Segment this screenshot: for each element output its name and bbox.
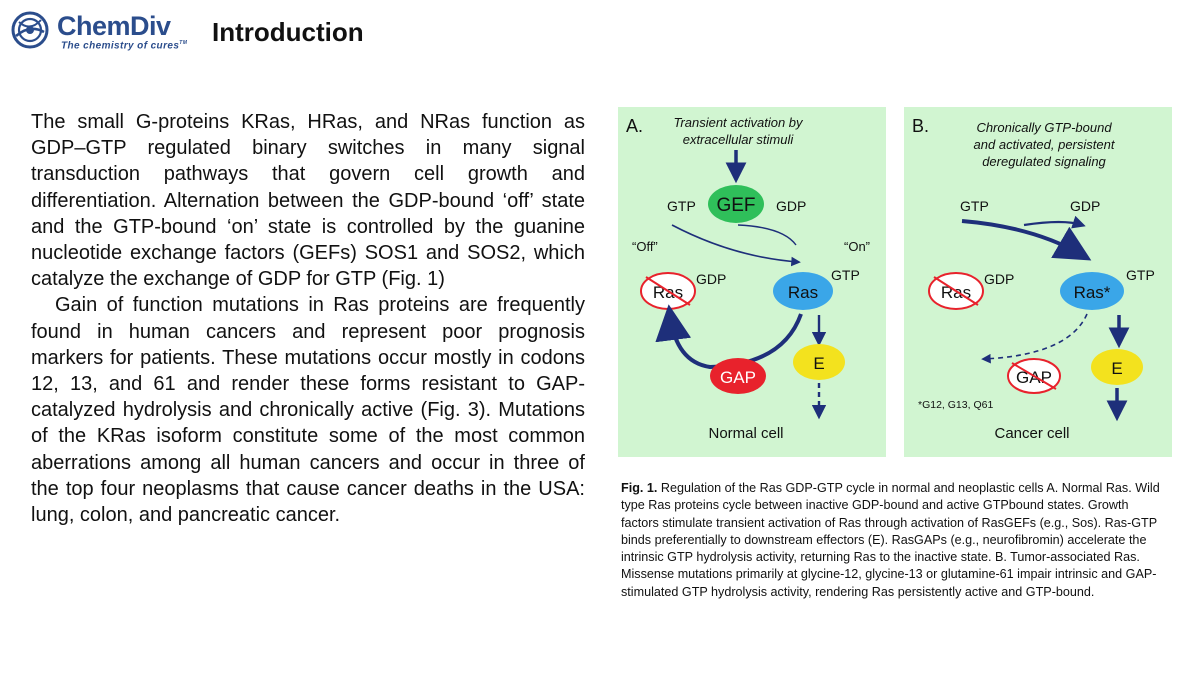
constitutive-exchange-arrow: [962, 221, 1082, 255]
panel-a-footer: Normal cell: [708, 425, 784, 442]
panel-b-gtp-top: GTP: [960, 198, 989, 214]
logo-trademark: TM: [179, 40, 188, 46]
on-label: “On”: [844, 239, 870, 254]
ras-gdp-label: GDP: [696, 271, 727, 287]
paragraph-2: Gain of function mutations in Ras proteins are frequently found in human cancers and represent poor prognosis markers for patients. These mutations occur mostly in codons 12, 13, and 61 and render these forms resistant to GAP-catalyzed hydrolysis and chronically active (Fig. 3). Mutations of the KRas isoform constitute some of the most common aberrations among all human cancers and occur in three of the top four neoplasms that cause cancer deaths in the USA: lung, colon, and pancreatic cancer.: [31, 294, 585, 527]
gef-gdp-label: GDP: [776, 198, 807, 214]
panel-b-ras-gdp-label: GDP: [984, 271, 1015, 287]
caption-text: Regulation of the Ras GDP-GTP cycle in normal and neoplastic cells A. Normal Ras. Wild type Ras proteins cycle between inactive GDP-bound and active GTPbound states. Growth factors stimulate transient activation of Ras through activation of RasGEFs (e.g., Sos). Ras-GTP binds preferentially to downstream effectors (E). RasGAPs (e.g., neurofibromin) accelerate the intrinsic GTP hydrolysis activity, returning Ras to the inactive state. B. Tumor-associated Ras. Missense mutations primarily at glycine-12, glycine-13 or glutamine-61 impair intrinsic and GAP-stimulated GTP hydrolysis activity, rendering Ras persistently active and GTP-bound.: [621, 481, 1160, 599]
impaired-hydrolysis-arrow: [984, 314, 1087, 359]
panel-b-footer: Cancer cell: [994, 425, 1070, 442]
effector-label: E: [813, 354, 825, 373]
ras-gtp-label: GTP: [831, 267, 860, 283]
panel-b-gap-label: GAP: [1016, 368, 1052, 387]
ras-inactive-label: Ras: [652, 283, 684, 302]
off-label: “Off”: [632, 239, 658, 254]
panel-a-heading-1: Transient activation by: [673, 115, 803, 130]
panel-b-letter: B.: [912, 116, 930, 136]
panel-b-ras-mutant-label: Ras*: [1073, 283, 1111, 302]
paragraph-1: The small G-proteins KRas, HRas, and NRas function as GDP–GTP regulated binary switches in many signal transduction pathways that govern cell growth and differentiation. Alternation between the GDP-bound ‘off’ state and the GTP-bound ‘on’ state is controlled by the guanine nucleotide exchange factors (GEFs) SOS1 and SOS2, which catalyze the exchange of GDP for GTP (Fig. 1): [31, 111, 585, 291]
figure-panel-a: [618, 107, 886, 457]
ras-cycle-figure: [618, 107, 1174, 457]
gef-label: GEF: [716, 195, 756, 216]
ras-active-label: Ras: [787, 283, 819, 302]
panel-b-gdp-release-arrow: [1024, 222, 1082, 225]
gap-label: GAP: [720, 368, 756, 387]
mutation-note: *G12, G13, Q61: [918, 399, 994, 411]
panel-b-effector-label: E: [1111, 359, 1123, 378]
panel-b-gdp-top: GDP: [1070, 198, 1101, 214]
panel-b-ras-gtp-label: GTP: [1126, 267, 1155, 283]
logo-wordmark: ChemDiv: [57, 11, 171, 41]
panel-a-heading-2: extracellular stimuli: [682, 132, 794, 147]
caption-label: Fig. 1.: [621, 481, 658, 495]
chemdiv-logo: [10, 8, 190, 52]
figure-caption: [621, 480, 1166, 601]
panel-b-heading-2: and activated, persistent: [973, 137, 1115, 152]
logo-tagline: The chemistry of cures™: [61, 40, 188, 52]
page-title: Introduction: [212, 17, 364, 47]
panel-b-heading-1: Chronically GTP-bound: [976, 120, 1112, 135]
panel-b-ras-inactive-label: Ras: [940, 283, 972, 302]
gdp-release-arrow: [738, 225, 796, 245]
logo-globe-icon: [10, 10, 50, 50]
panel-a-letter: A.: [626, 116, 644, 136]
body-text: [31, 109, 585, 528]
panel-b-heading-3: deregulated signaling: [982, 154, 1106, 169]
figure-panel-b: [904, 107, 1172, 457]
gef-exchange-arrow: [672, 225, 798, 262]
gef-gtp-label: GTP: [667, 198, 696, 214]
